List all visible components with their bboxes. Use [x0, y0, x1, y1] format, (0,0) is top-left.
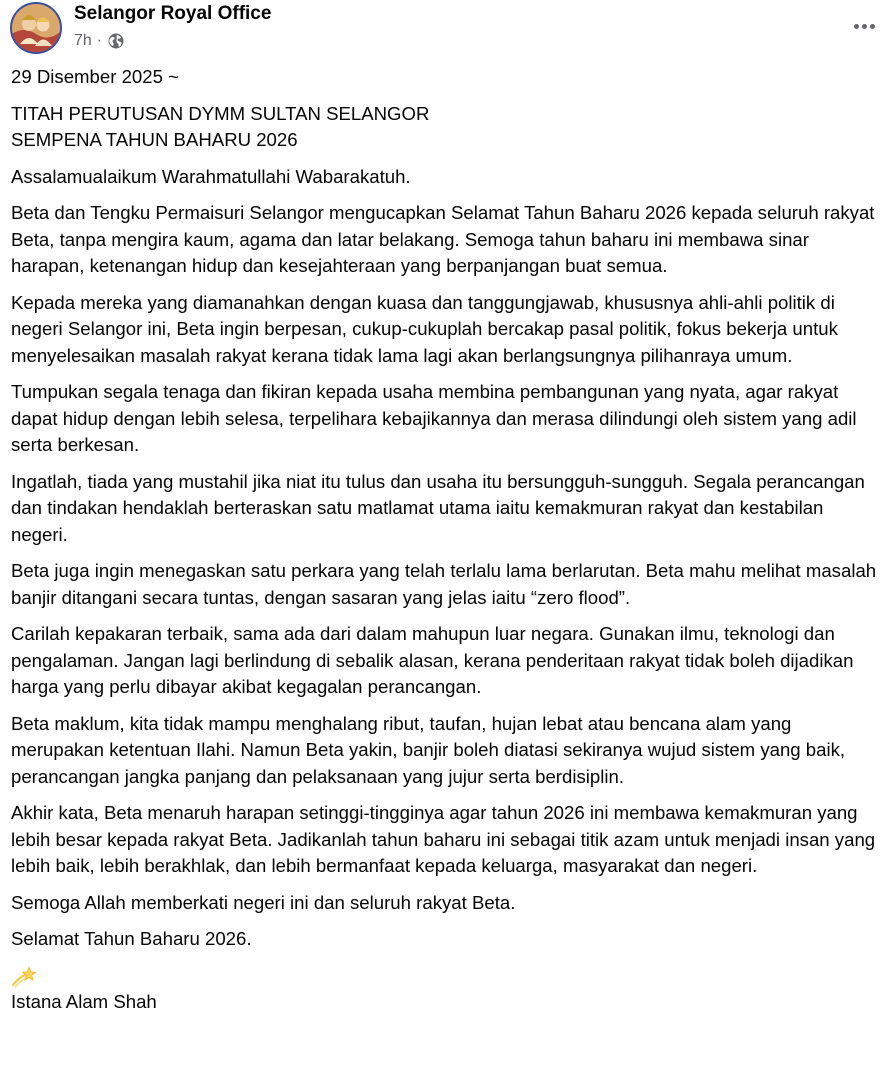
post-timestamp[interactable]: 7h: [74, 32, 92, 49]
post-paragraph: Semoga Allah memberkati negeri ini dan seluruh rakyat Beta.: [11, 891, 516, 913]
page-avatar[interactable]: [10, 2, 62, 54]
royal-portrait-icon: [12, 4, 60, 52]
more-dot: [862, 24, 867, 29]
post-paragraph: Beta juga ingin menegaskan satu perkara yang telah terlalu lama berlarutan. Beta mahu melihat masalah banjir ditangani secara tuntas, dengan sasaran yang jelas iaitu “zero flood”.: [11, 560, 877, 608]
post-paragraph: Beta dan Tengku Permaisuri Selangor mengucapkan Selamat Tahun Baharu 2026 kepada seluruh rakyat Beta, tanpa mengira kaum, agama dan latar belakang. Semoga tahun baharu ini membawa sinar harapan, ketenangan hidup dan kesejahteraan yang berpanjangan buat semua.: [11, 202, 875, 276]
more-options-icon[interactable]: [846, 10, 882, 42]
dizzy-star-emoji-icon: [11, 963, 37, 989]
post-header: [10, 2, 884, 54]
post-body: [11, 64, 883, 1015]
globe-icon[interactable]: [108, 33, 124, 49]
post-paragraph: Beta maklum, kita tidak mampu menghalang ribut, taufan, hujan lebat atau bencana alam yang merupakan ketentuan Ilahi. Namun Beta yakin, banjir boleh diatasi sekiranya wujud sistem yang baik, perancangan jangka panjang dan pelaksanaan yang jujur serta berdisiplin.: [11, 712, 846, 787]
post-paragraph: Ingatlah, tiada yang mustahil jika niat itu tulus dan usaha itu bersungguh-sungguh. Segala perancangan dan tindakan hendaklah berteraskan satu matlamat utama iaitu kemakmuran rakyat dan kestabilan negeri.: [11, 470, 865, 545]
post-paragraph: Tumpukan segala tenaga dan fikiran kepada usaha membina pembangunan yang nyata, agar rakyat dapat hidup dengan lebih selesa, terpelihara kebajikannya dan merasa dilindungi oleh sistem yang adil serta berkesan.: [11, 381, 857, 455]
post-title: TITAH PERUTUSAN DYMM SULTAN SELANGOR SEMPENA TAHUN BAHARU 2026: [11, 102, 430, 150]
meta-separator: ·: [96, 32, 103, 49]
more-dot: [854, 24, 859, 29]
post-paragraph: Akhir kata, Beta menaruh harapan setinggi-tingginya agar tahun 2026 ini membawa kemakmuran yang lebih besar kepada rakyat Beta. Jadikanlah tahun baharu ini sebagai titik azam untuk menjadi insan yang lebih baik, lebih berakhlak, dan lebih bermanfaat kepada keluarga, masyarakat dan negeri.: [11, 802, 876, 876]
post-paragraph: Assalamualaikum Warahmatullahi Wabarakatuh.: [11, 165, 411, 187]
post-paragraph: Carilah kepakaran terbaik, sama ada dari dalam mahupun luar negara. Gunakan ilmu, teknologi dan pengalaman. Jangan lagi berlindung di sebalik alasan, kerana penderitaan rakyat tidak boleh dijadikan harga yang perlu dibayar akibat kegagalan perancangan.: [11, 623, 854, 697]
post-meta: [74, 30, 124, 52]
more-dot: [870, 24, 875, 29]
post-paragraph: Selamat Tahun Baharu 2026.: [11, 928, 252, 949]
post-date-line: 29 Disember 2025 ~: [11, 66, 179, 87]
post-author[interactable]: Selangor Royal Office: [74, 3, 272, 24]
post-paragraph: Kepada mereka yang diamanahkan dengan kuasa dan tanggungjawab, khususnya ahli-ahli politik di negeri Selangor ini, Beta ingin berpesan, cukup-cukuplah bercakap pasal politik, fokus bekerja untuk menyelesaikan masalah rakyat kerana tidak lama lagi akan berlangsungnya pilihanraya umum.: [11, 291, 838, 366]
post-signoff: Istana Alam Shah: [11, 990, 157, 1012]
